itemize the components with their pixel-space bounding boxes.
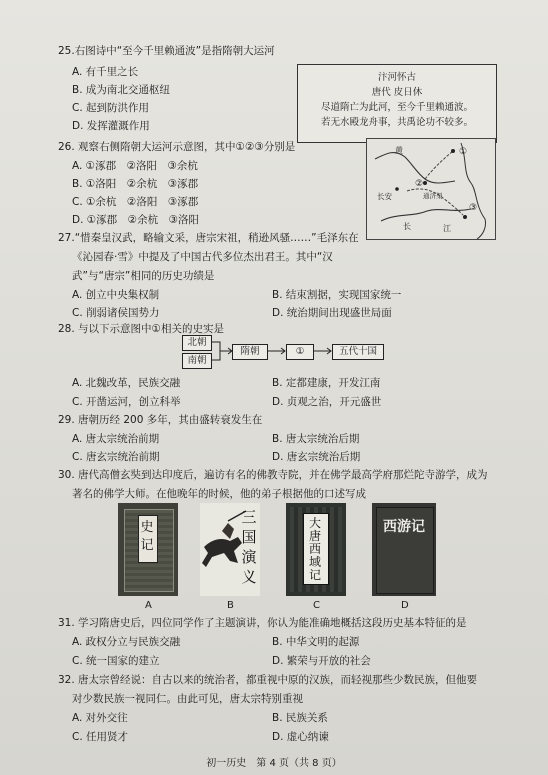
book-cover-b[interactable] bbox=[200, 503, 260, 596]
q27-option-a[interactable]: A. 创立中央集权制 bbox=[72, 289, 160, 301]
q30-option-d[interactable]: D bbox=[401, 600, 409, 611]
q26-stem: 26. 观察右侧隋朝大运河示意图，其中①②③分别是 bbox=[58, 141, 296, 153]
map-marker-3: ③ bbox=[469, 203, 478, 213]
book-a-title: 史记 bbox=[140, 520, 154, 553]
q30-option-a[interactable]: A bbox=[145, 600, 152, 611]
q31-stem: 31. 学习隋唐史后，四位同学作了主题演讲，你认为能准确地概括这段历史基本特征的是 bbox=[58, 617, 467, 629]
poem-line-2: 若无水殿龙舟事，共禹论功不较多。 bbox=[320, 117, 473, 128]
q26-option-a[interactable]: A. ①涿郡 ②洛阳 ③余杭 bbox=[72, 160, 198, 172]
q25-stem: 25.右图诗中“至今千里赖通波”是指隋朝大运河 bbox=[58, 45, 275, 57]
flow-arrows bbox=[180, 331, 410, 371]
map-label-huang: 黄 bbox=[395, 146, 403, 155]
q31-option-d[interactable]: D. 繁荣与开放的社会 bbox=[272, 655, 371, 667]
poem-box bbox=[297, 64, 497, 143]
q28-option-a[interactable]: A. 北魏改革，民族交融 bbox=[72, 377, 181, 389]
book-b-title: 三国演义 bbox=[241, 508, 257, 586]
poem-title: 汴河怀古 bbox=[377, 72, 416, 83]
q31-option-a[interactable]: A. 政权分立与民族交融 bbox=[72, 636, 181, 648]
q30-line-1: 30. 唐代高僧玄奘到达印度后，遍访有名的佛教寺院，并在佛学最高学府那烂陀寺游学，成为 bbox=[58, 469, 488, 481]
q29-option-b[interactable]: B. 唐太宗统治后期 bbox=[272, 433, 360, 445]
flow-box-blank: ① bbox=[286, 344, 314, 360]
q30-option-b[interactable]: B bbox=[227, 600, 234, 611]
q25-option-c[interactable]: C. 起到防洪作用 bbox=[72, 102, 150, 114]
flow-box-south: 南朝 bbox=[182, 353, 212, 369]
q26-option-d[interactable]: D. ①涿郡 ②余杭 ③洛阳 bbox=[72, 214, 199, 226]
q25-option-b[interactable]: B. 成为南北交通枢纽 bbox=[72, 84, 170, 96]
q28-option-b[interactable]: B. 定都建康，开发江南 bbox=[272, 377, 381, 389]
book-cover-a[interactable] bbox=[118, 503, 178, 596]
q27-option-d[interactable]: D. 统治期间出现盛世局面 bbox=[272, 307, 392, 319]
map-label-changan: 长安 bbox=[377, 192, 392, 201]
q28-option-c[interactable]: C. 开凿运河，创立科举 bbox=[72, 396, 181, 408]
q29-option-d[interactable]: D. 唐玄宗统治后期 bbox=[272, 451, 361, 463]
q31-option-b[interactable]: B. 中华文明的起源 bbox=[272, 636, 360, 648]
q32-option-c[interactable]: C. 任用贤才 bbox=[72, 731, 129, 743]
map-marker-2: ② bbox=[415, 179, 424, 189]
q27-option-b[interactable]: B. 结束割据，实现国家统一 bbox=[272, 289, 402, 301]
q29-option-c[interactable]: C. 唐玄宗统治前期 bbox=[72, 451, 160, 463]
page-footer: 初一历史 第 4 页（共 8 页） bbox=[206, 758, 342, 769]
q32-line-2: 对少数民族一视同仁。由此可见，唐太宗特别重视 bbox=[72, 693, 303, 705]
book-c-title: 大唐西域记 bbox=[308, 516, 321, 582]
q27-line-3: 武”与“唐宗”相同的历史功绩是 bbox=[72, 270, 215, 282]
map-label-jiang: 江 bbox=[443, 224, 451, 233]
q30-line-2: 著名的佛学大师。在他晚年的时候，他的弟子根据他的口述写成 bbox=[72, 488, 366, 500]
q32-line-1: 32. 唐太宗曾经说：自古以来的统治者，都重视中原的汉族，而轻视那些少数民族，但他要 bbox=[58, 674, 478, 686]
map-marker-1: ① bbox=[459, 147, 468, 157]
book-cover-d[interactable] bbox=[372, 503, 436, 596]
q28-stem: 28. 与以下示意图中①相关的史实是 bbox=[58, 323, 224, 335]
flow-box-north: 北朝 bbox=[182, 335, 212, 351]
flow-box-sui: 隋朝 bbox=[232, 344, 268, 360]
q31-option-c[interactable]: C. 统一国家的建立 bbox=[72, 655, 160, 667]
book-cover-c[interactable] bbox=[286, 503, 346, 596]
q27-line-2: 《沁园春·雪》中提及了中国古代多位杰出君王。其中“汉 bbox=[72, 251, 333, 263]
map-label-canal: 通济渠 bbox=[423, 192, 443, 200]
book-d-title: 西游记 bbox=[383, 519, 425, 535]
flow-box-five-dynasties: 五代十国 bbox=[332, 344, 384, 360]
q27-line-1: 27.“惜秦皇汉武，略输文采，唐宗宋祖，稍逊风骚……”毛泽东在 bbox=[58, 232, 359, 244]
q28-option-d[interactable]: D. 贞观之治，开元盛世 bbox=[272, 396, 382, 408]
q32-option-b[interactable]: B. 民族关系 bbox=[272, 712, 328, 724]
q27-option-c[interactable]: C. 削弱诸侯国势力 bbox=[72, 307, 160, 319]
q26-option-b[interactable]: B. ①洛阳 ②余杭 ③涿郡 bbox=[72, 178, 199, 190]
q30-option-c[interactable]: C bbox=[313, 600, 320, 611]
dynasty-flow-diagram bbox=[180, 331, 410, 371]
q29-option-a[interactable]: A. 唐太宗统治前期 bbox=[72, 433, 160, 445]
q32-option-a[interactable]: A. 对外交往 bbox=[72, 712, 128, 724]
q29-stem: 29. 唐朝历经 200 多年，其由盛转衰发生在 bbox=[58, 414, 263, 426]
poem-author: 唐代 皮日休 bbox=[371, 87, 423, 98]
q25-option-a[interactable]: A. 有千里之长 bbox=[72, 66, 139, 78]
map-label-chang: 长 bbox=[403, 222, 411, 231]
canal-map-svg bbox=[367, 139, 495, 239]
grand-canal-map bbox=[366, 138, 496, 240]
q26-option-c[interactable]: C. ①余杭 ②洛阳 ③涿郡 bbox=[72, 196, 199, 208]
q25-option-d[interactable]: D. 发挥灌溉作用 bbox=[72, 120, 150, 132]
q32-option-d[interactable]: D. 虚心纳谏 bbox=[272, 731, 329, 743]
poem-line-1: 尽道隋亡为此河，至今千里赖通波。 bbox=[320, 102, 473, 113]
